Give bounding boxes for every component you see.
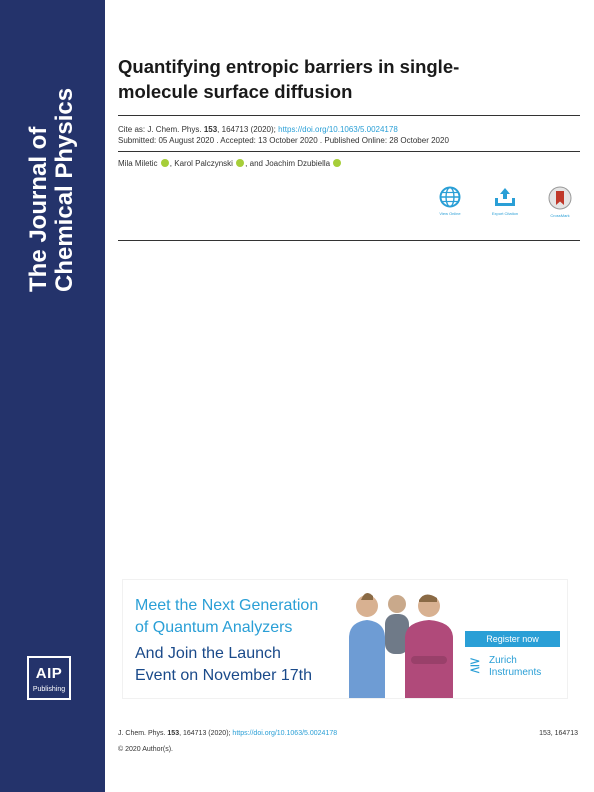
aip-publishing-logo[interactable] — [27, 656, 71, 700]
journal-sidebar — [0, 0, 105, 792]
zurich-brand-line2: Instruments — [489, 667, 542, 678]
ad-headline-line4: Event on November 17th — [135, 667, 312, 684]
cite-prefix: Cite as: J. Chem. Phys. — [118, 125, 204, 134]
doi-link[interactable]: https://doi.org/10.1063/5.0024178 — [278, 125, 398, 134]
meta-divider — [118, 151, 580, 152]
copyright-notice: © 2020 Author(s). — [118, 746, 173, 753]
register-now-button[interactable]: Register now — [465, 631, 560, 647]
ad-headline-line3: And Join the Launch — [135, 645, 281, 662]
dates-line: Submitted: 05 August 2020 . Accepted: 13 October 2020 . Published Online: 28 October 2020 — [118, 136, 449, 145]
author-name[interactable]: Mila Miletic — [118, 159, 158, 168]
journal-title-line2: Chemical Physics — [51, 87, 78, 292]
advertisement-banner[interactable] — [122, 579, 568, 699]
crossmark-icon — [548, 186, 572, 210]
author-name[interactable]: , Karol Palczynski — [169, 159, 233, 168]
journal-title-line1: The Journal of — [25, 126, 52, 292]
title-divider — [118, 115, 580, 116]
journal-title — [26, 32, 78, 292]
zurich-brand-line1: Zurich — [489, 655, 517, 666]
aip-logo-subtext: Publishing — [32, 686, 66, 693]
ad-headline-line2: of Quantum Analyzers — [135, 619, 293, 636]
view-online-button[interactable] — [430, 186, 470, 216]
author-name[interactable]: , and Joachim Dzubiella — [245, 159, 331, 168]
author-list — [118, 158, 342, 170]
footer-doi-link[interactable]: https://doi.org/10.1063/5.0024178 — [232, 730, 338, 737]
globe-icon — [439, 186, 461, 208]
export-citation-button[interactable] — [485, 186, 525, 216]
article-title-line2: molecule surface diffusion — [118, 81, 353, 102]
article-title-line1: Quantifying entropic barriers in single- — [118, 56, 460, 77]
export-citation-label: Export Citation — [491, 211, 519, 216]
footer-cite-rest: , 164713 (2020); — [179, 730, 233, 737]
crossmark-label: CrossMark — [550, 213, 570, 218]
orcid-icon[interactable] — [333, 159, 341, 167]
cite-rest: , 164713 (2020); — [217, 125, 276, 134]
footer-citation — [118, 729, 578, 739]
footer-page-ref: 153, 164713 — [539, 730, 578, 737]
zurich-instruments-logo — [469, 655, 541, 679]
orcid-icon[interactable] — [161, 159, 169, 167]
footer-cite-volume: 153 — [167, 730, 180, 737]
view-online-label: View Online — [439, 211, 461, 216]
export-icon — [493, 186, 517, 208]
footer-cite-prefix: J. Chem. Phys. — [118, 730, 168, 737]
orcid-icon[interactable] — [236, 159, 244, 167]
ad-headline-line1: Meet the Next Generation — [135, 597, 319, 614]
cite-volume: 153 — [203, 125, 218, 134]
zurich-mark-icon: ⋛ — [469, 657, 481, 673]
crossmark-button[interactable] — [540, 186, 580, 218]
ad-people-photo — [345, 586, 461, 699]
article-title — [118, 54, 578, 104]
aip-logo-text: AIP — [35, 665, 63, 682]
header-divider — [118, 240, 580, 241]
